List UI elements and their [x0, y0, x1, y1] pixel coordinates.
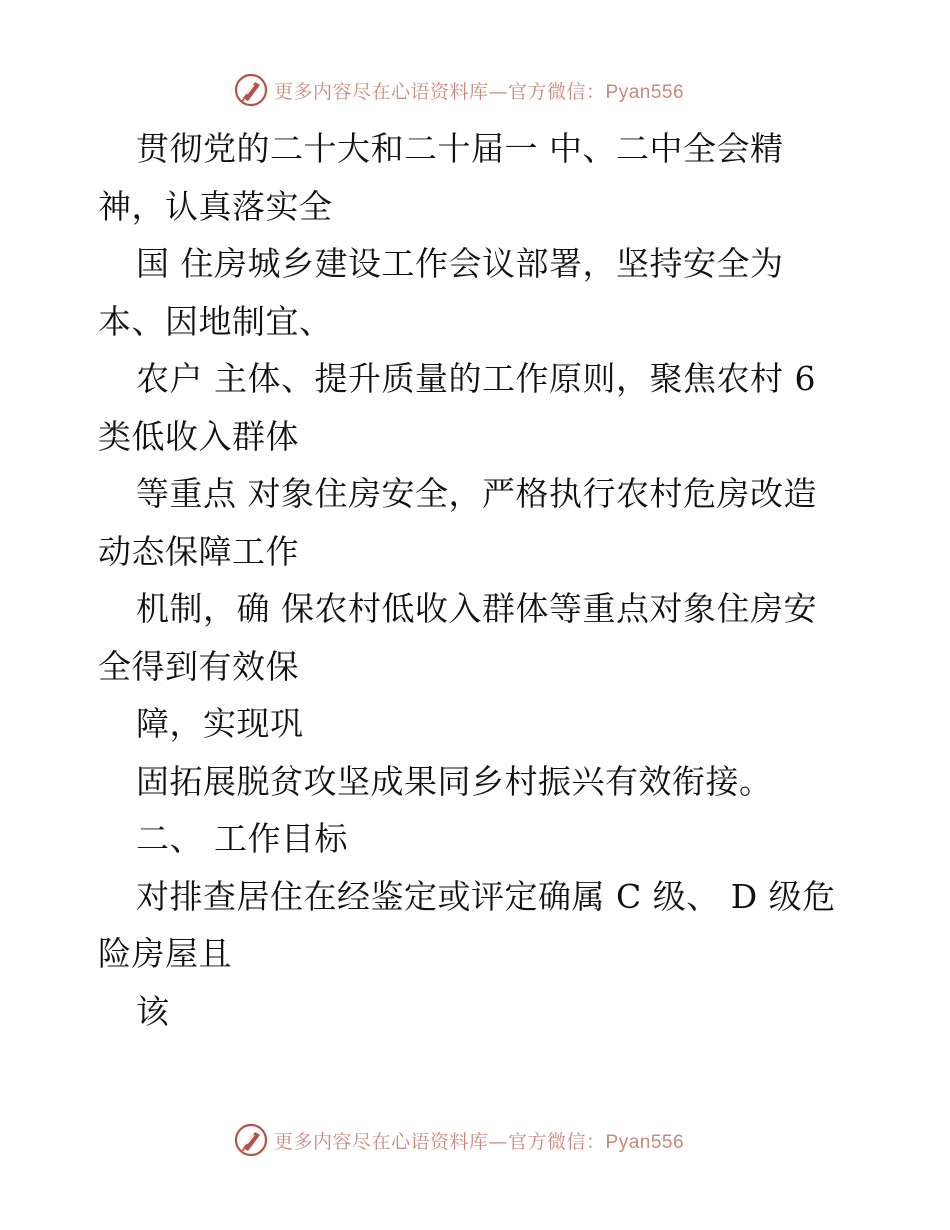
watermark-wechat-id: Pyan556: [605, 81, 685, 103]
text-line: 障，实现巩: [136, 704, 304, 743]
watermark-label: 更多内容尽在心语资料库—官方微信：: [274, 80, 606, 103]
text-line: 类低收入群体: [98, 416, 299, 456]
text-line: 对排查居住在经鉴定或评定确属 C 级、 D 级危: [136, 876, 836, 916]
text-line: 国 住房城乡建设工作会议部署，坚持安全为: [136, 244, 784, 283]
text-line: 险房屋且: [98, 934, 232, 973]
watermark-text: [274, 77, 684, 104]
header-watermark: [234, 72, 684, 108]
document-body: [98, 120, 858, 1040]
text-line: 该: [136, 991, 170, 1031]
text-line: 动态保障工作: [98, 531, 299, 571]
text-line: 机制，确 保农村低收入群体等重点对象住房安: [136, 589, 817, 628]
text-line: 固拓展脱贫攻坚成果同乡村振兴有效衔接。: [136, 761, 773, 801]
text-line: 神，认真落实全: [98, 186, 333, 226]
pen-logo-icon: [234, 73, 268, 107]
watermark-label: 更多内容尽在心语资料库—官方微信：: [274, 1130, 606, 1153]
watermark-text: [274, 1127, 684, 1154]
footer-watermark: [234, 1122, 684, 1158]
section-heading: 二、 工作目标: [136, 819, 348, 858]
text-line: 农户 主体、提升质量的工作原则，聚焦农村 6: [136, 359, 816, 398]
pen-logo-icon: [234, 1123, 268, 1157]
text-line: 等重点 对象住房安全，严格执行农村危房改造: [136, 474, 817, 513]
text-line: 贯彻党的二十大和二十届一 中、二中全会精: [136, 129, 784, 168]
watermark-wechat-id: Pyan556: [605, 1131, 685, 1153]
text-line: 全得到有效保: [98, 646, 299, 686]
text-line: 本、因地制宜、: [98, 301, 333, 341]
